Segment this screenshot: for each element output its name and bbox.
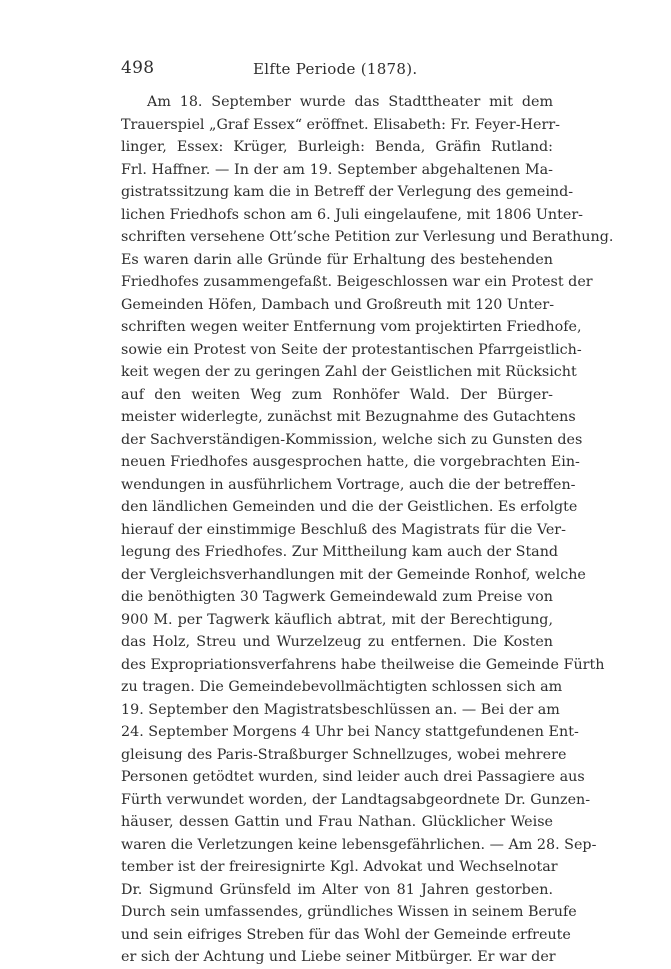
text-line: meister widerlegte, zunächst mit Bezugnahme des Gutachtens [121,409,576,425]
text-line: häuser, dessen Gattin und Frau Nathan. Glücklicher Weise [121,814,553,830]
text-line: gistratssitzung kam die in Betreff der Verlegung des gemeind- [121,184,574,200]
text-line: er sich der Achtung und Liebe seiner Mitbürger. Er war der [121,949,556,965]
running-head-title: Elfte Periode (1878). [253,60,418,78]
text-line: sowie ein Protest von Seite der protestantischen Pfarrgeistlich- [121,341,582,358]
text-line: Frl. Haffner. — In der am 19. September abgehaltenen Ma- [121,161,553,178]
text-line: zu tragen. Die Gemeindebevollmächtigten schlossen sich am [121,679,563,695]
page-number: 498 [121,58,155,78]
text-line: Fürth verwundet worden, der Landtagsabgeordnete Dr. Gunzen- [121,791,591,808]
text-line: Es waren darin alle Gründe für Erhaltung des bestehenden [121,251,553,268]
text-line: die benöthigten 30 Tagwerk Gemeindewald zum Preise von [121,589,553,605]
text-line: 19. September den Magistratsbeschlüssen an. — Bei der am [121,701,560,718]
text-line: tember ist der freiresignirte Kgl. Advokat und Wechselnotar [121,859,558,875]
text-line: 24. September Morgens 4 Uhr bei Nancy stattgefundenen Ent- [121,724,579,740]
text-line: Durch sein umfassendes, gründliches Wissen in seinem Berufe [121,904,577,920]
text-line: und sein eifriges Streben für das Wohl der Gemeinde erfreute [121,926,571,943]
text-line: das Holz, Streu und Wurzelzeug zu entfernen. Die Kosten [121,634,553,650]
text-line: Personen getödtet wurden, sind leider auch drei Passagiere aus [121,769,585,785]
text-line: keit wegen der zu geringen Zahl der Geistlichen mit Rücksicht [121,364,577,380]
text-line: schriften wegen weiter Entfernung vom projektirten Friedhofe, [121,319,582,335]
text-line: Gemeinden Höfen, Dambach und Großreuth mit 120 Unter- [121,296,555,313]
text-line: Dr. Sigmund Grünsfeld im Alter von 81 Jahren gestorben. [121,881,553,898]
text-line: des Expropriationsverfahrens habe theilweise die Gemeinde Fürth [121,656,605,673]
text-line: schriften versehene Ott’sche Petition zur Verlesung und Berathung. [121,229,614,245]
text-line: Am 18. September wurde das Stadttheater mit dem [147,94,553,110]
text-line: den ländlichen Gemeinden und die der Geistlichen. Es erfolgte [121,499,578,515]
text-line: der Vergleichsverhandlungen mit der Gemeinde Ronhof, welche [121,566,586,583]
text-line: linger, Essex: Krüger, Burleigh: Benda, Gräfin Rutland: [121,139,553,155]
text-line: gleisung des Paris-Straßburger Schnellzuges, wobei mehrere [121,746,567,763]
text-line: wendungen in ausführlichem Vortrage, auch die der betreffen- [121,476,576,493]
text-line: neuen Friedhofes ausgesprochen hatte, die vorgebrachten Ein- [121,454,580,470]
text-line: Friedhofes zusammengefaßt. Beigeschlossen war ein Protest der [121,274,593,290]
text-line: Trauerspiel „Graf Essex“ eröffnet. Elisabeth: Fr. Feyer-Herr- [121,116,560,133]
text-line: legung des Friedhofes. Zur Mittheilung kam auch der Stand [121,544,559,560]
text-line: lichen Friedhofs schon am 6. Juli eingelaufene, mit 1806 Unter- [121,206,583,223]
text-line: auf den weiten Weg zum Ronhöfer Wald. Der Bürger- [121,386,553,403]
body-text-block [121,91,614,969]
text-line: 900 M. per Tagwerk käuflich abtrat, mit der Berechtigung, [121,611,553,628]
text-line: waren die Verletzungen keine lebensgefährlichen. — Am 28. Sep- [121,836,597,853]
text-line: der Sachverständigen-Kommission, welche sich zu Gunsten des [121,431,583,448]
text-line: hierauf der einstimmige Beschluß des Magistrats für die Ver- [121,521,566,538]
